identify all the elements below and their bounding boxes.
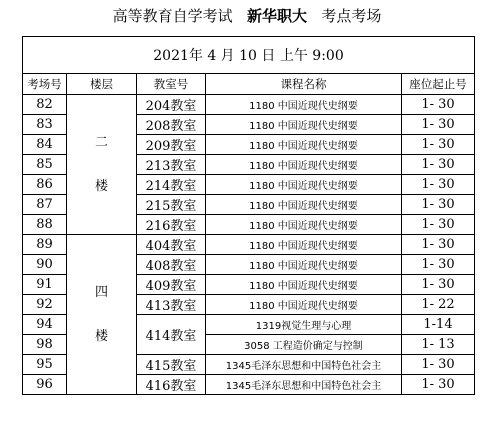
seat-range: 1- 13	[402, 335, 475, 355]
classroom: 209教室	[137, 135, 206, 155]
room-number: 88	[23, 215, 67, 235]
seat-range: 1- 30	[402, 215, 475, 235]
exam-room-table	[22, 36, 475, 395]
seat-range: 1-14	[402, 315, 475, 335]
room-number: 95	[23, 355, 67, 375]
course-name: 1180 中国近现代史纲要	[206, 275, 402, 295]
header-classroom: 教室号	[137, 74, 206, 95]
classroom: 416教室	[137, 375, 206, 395]
room-number: 84	[23, 135, 67, 155]
classroom: 216教室	[137, 215, 206, 235]
seat-range: 1- 30	[402, 155, 475, 175]
header-floor: 楼层	[67, 74, 137, 95]
classroom: 404教室	[137, 235, 206, 255]
heading-part-3: 考点考场	[321, 7, 382, 25]
table-row	[23, 235, 475, 255]
room-number: 96	[23, 375, 67, 395]
course-name: 1180 中国近现代史纲要	[206, 255, 402, 275]
course-name: 1180 中国近现代史纲要	[206, 195, 402, 215]
floor-spacer	[67, 304, 136, 326]
seat-range: 1- 30	[402, 135, 475, 155]
seat-range: 1- 30	[402, 195, 475, 215]
floor-label-char: 楼	[94, 328, 108, 344]
course-name: 1180 中国近现代史纲要	[206, 95, 402, 115]
course-name: 1345毛泽东思想和中国特色社会主	[206, 375, 402, 395]
course-name: 1180 中国近现代史纲要	[206, 135, 402, 155]
seat-range: 1- 30	[402, 175, 475, 195]
document-heading	[0, 6, 494, 26]
seat-range: 1- 30	[402, 115, 475, 135]
classroom: 214教室	[137, 175, 206, 195]
header-course: 课程名称	[206, 74, 402, 95]
floor-label-char: 楼	[94, 178, 108, 194]
floor-second	[67, 95, 137, 235]
table-row	[23, 95, 475, 115]
exam-datetime: 2021年 4 月 10 日 上午 9:00	[23, 37, 475, 74]
room-number: 89	[23, 235, 67, 255]
course-name: 3058 工程造价确定与控制	[206, 335, 402, 355]
room-number: 94	[23, 315, 67, 335]
floor-fourth	[67, 235, 137, 395]
seat-range: 1- 30	[402, 375, 475, 395]
room-number: 83	[23, 115, 67, 135]
course-name: 1180 中国近现代史纲要	[206, 155, 402, 175]
header-seats: 座位起止号	[402, 74, 475, 95]
classroom: 215教室	[137, 195, 206, 215]
room-number: 90	[23, 255, 67, 275]
classroom: 409教室	[137, 275, 206, 295]
seat-range: 1- 30	[402, 235, 475, 255]
heading-part-2: 新华职大	[246, 7, 307, 25]
classroom: 213教室	[137, 155, 206, 175]
seat-range: 1- 22	[402, 295, 475, 315]
seat-range: 1- 30	[402, 255, 475, 275]
room-number: 82	[23, 95, 67, 115]
datetime-row	[23, 37, 475, 74]
room-number: 92	[23, 295, 67, 315]
seat-range: 1- 30	[402, 355, 475, 375]
room-number: 87	[23, 195, 67, 215]
classroom: 414教室	[137, 315, 206, 355]
course-name: 1180 中国近现代史纲要	[206, 295, 402, 315]
room-number: 85	[23, 155, 67, 175]
room-number: 98	[23, 335, 67, 355]
header-room-no: 考场号	[23, 74, 67, 95]
seat-range: 1- 30	[402, 95, 475, 115]
room-number: 91	[23, 275, 67, 295]
classroom: 413教室	[137, 295, 206, 315]
floor-spacer	[67, 154, 136, 176]
course-name: 1180 中国近现代史纲要	[206, 115, 402, 135]
course-name: 1345毛泽东思想和中国特色社会主	[206, 355, 402, 375]
seat-range: 1- 30	[402, 275, 475, 295]
course-name: 1319视觉生理与心理	[206, 315, 402, 335]
classroom: 208教室	[137, 115, 206, 135]
classroom: 415教室	[137, 355, 206, 375]
floor-label-char: 二	[94, 134, 108, 150]
course-name: 1180 中国近现代史纲要	[206, 235, 402, 255]
classroom: 204教室	[137, 95, 206, 115]
room-number: 86	[23, 175, 67, 195]
floor-label-char: 四	[94, 284, 108, 300]
course-name: 1180 中国近现代史纲要	[206, 215, 402, 235]
column-header-row	[23, 74, 475, 95]
heading-part-1: 高等教育自学考试	[112, 7, 233, 25]
classroom: 408教室	[137, 255, 206, 275]
course-name: 1180 中国近现代史纲要	[206, 175, 402, 195]
